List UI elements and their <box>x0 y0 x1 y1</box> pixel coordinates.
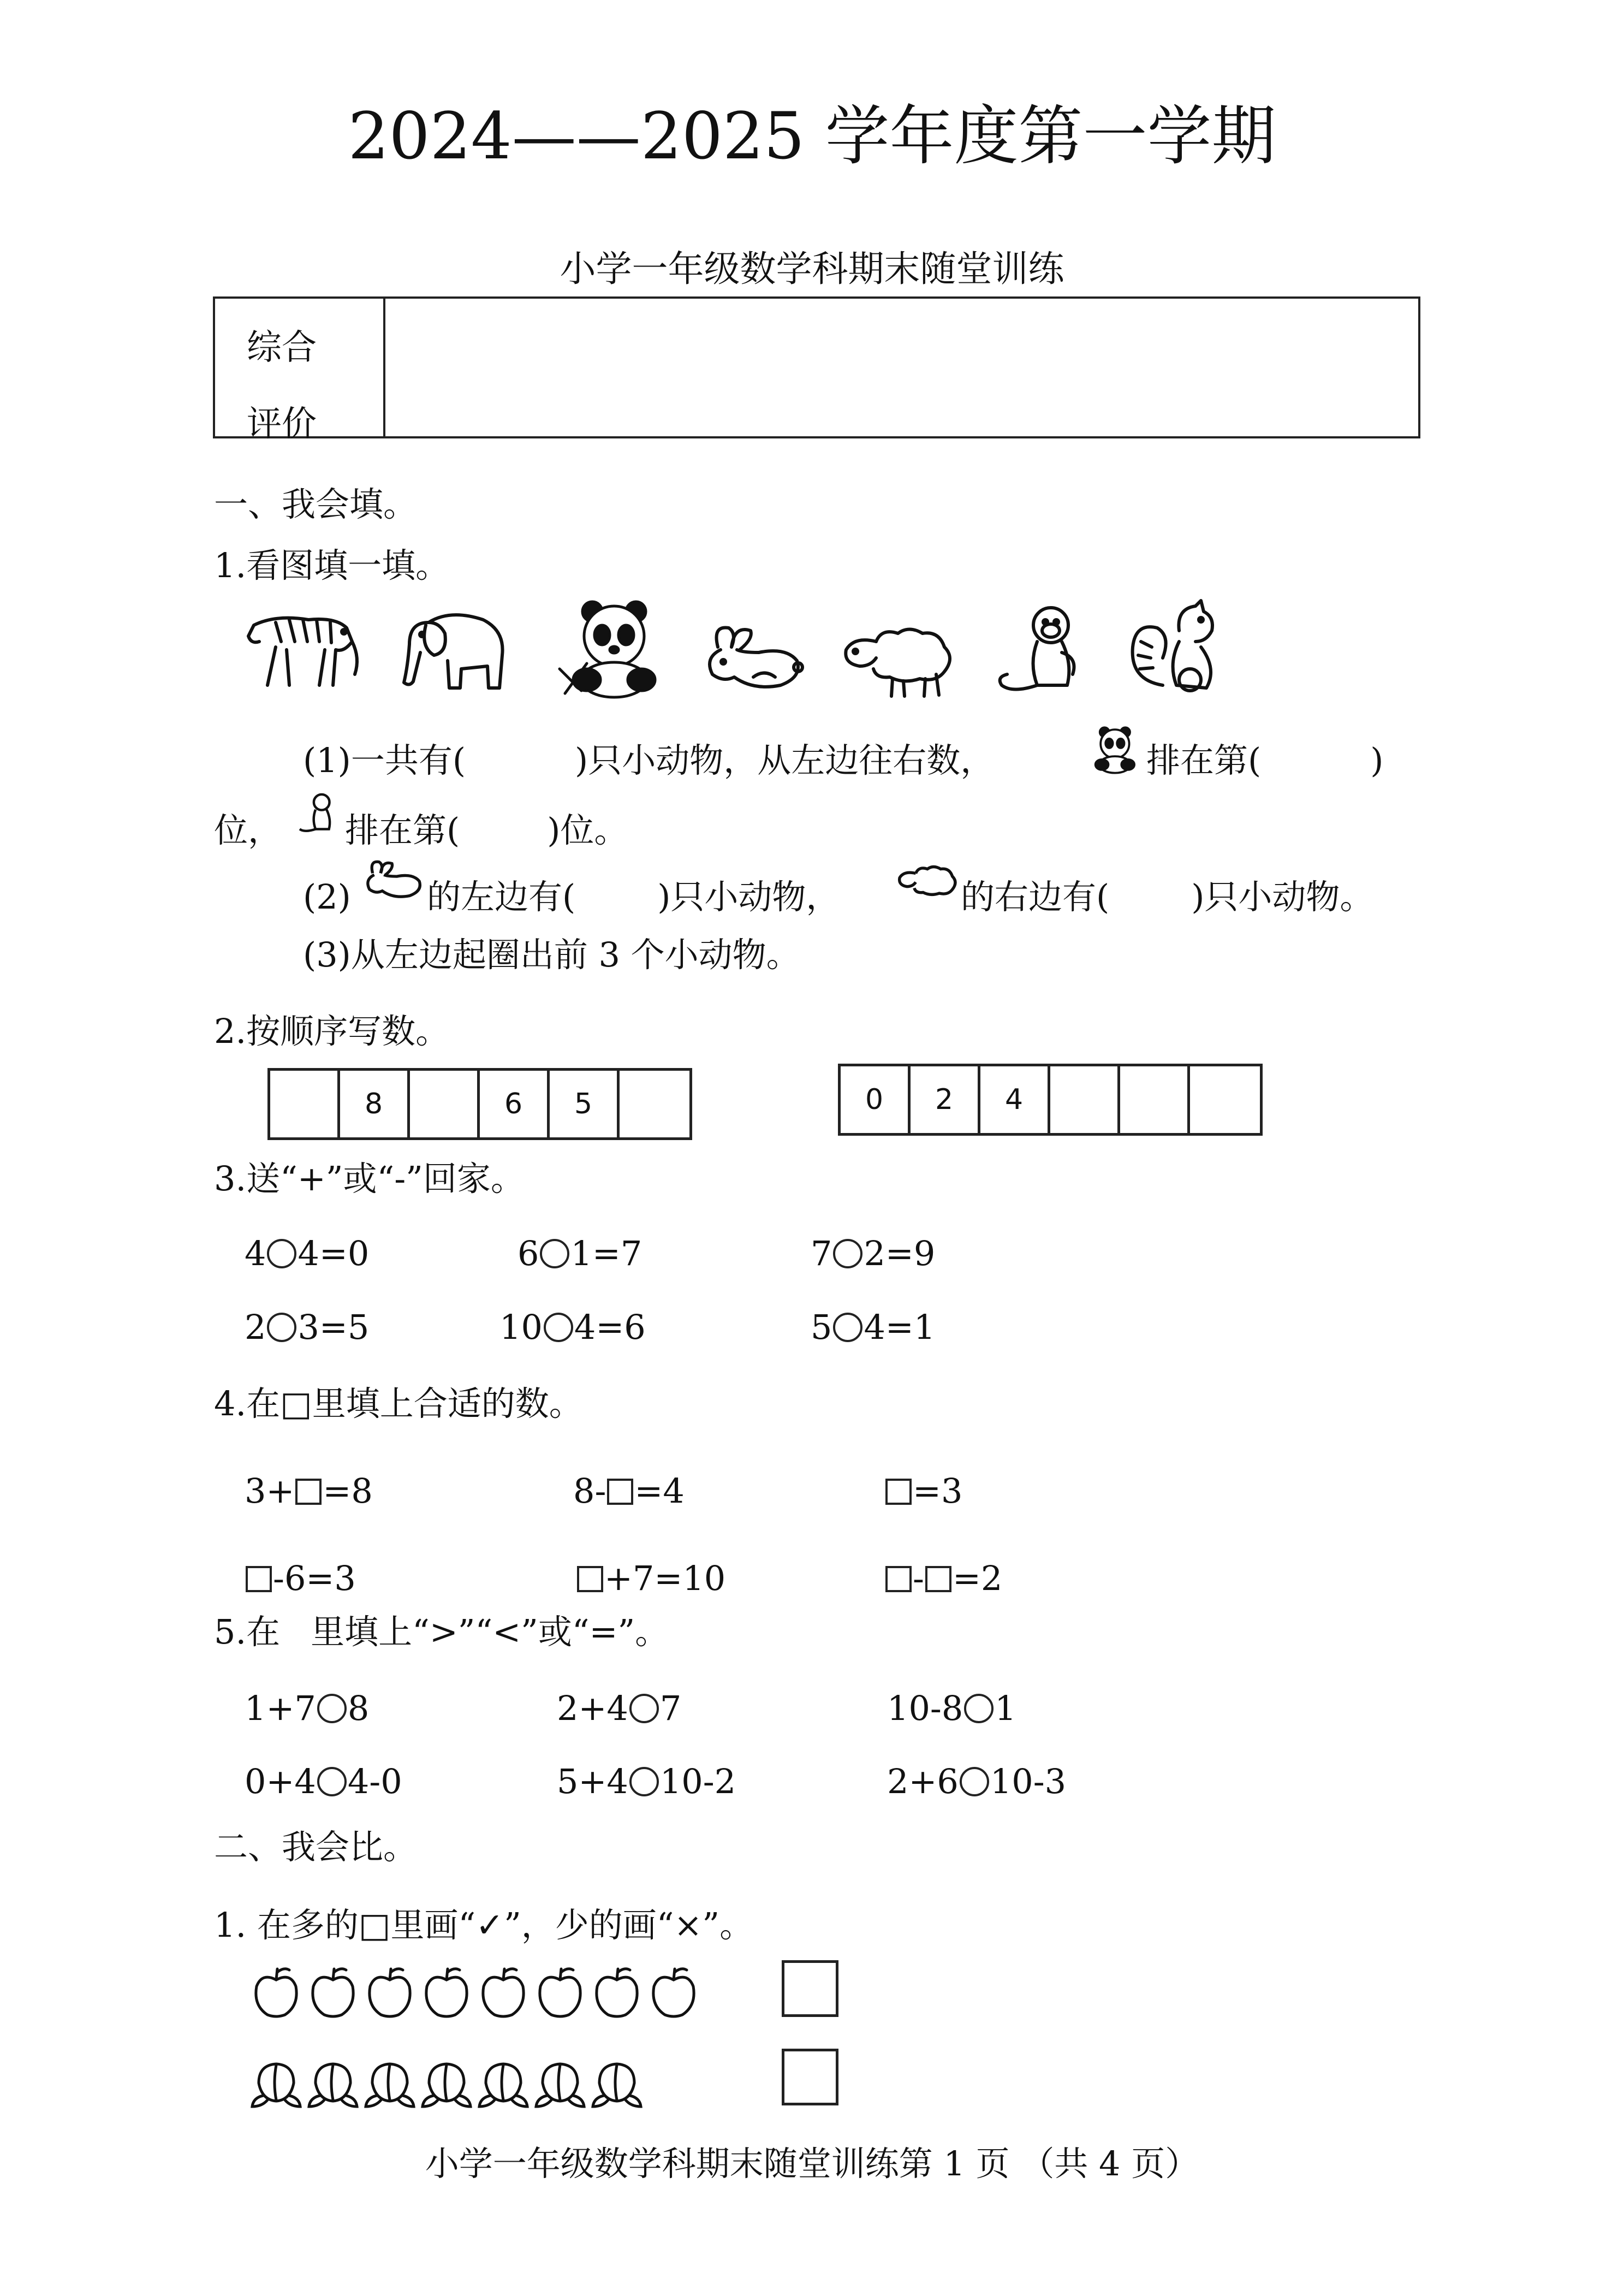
q3-right: 1=7 <box>570 1233 643 1273</box>
q3-left: 6 <box>517 1233 539 1273</box>
answer-box-apples[interactable] <box>782 1960 838 2017</box>
q5-left: 2+6 <box>887 1761 959 1801</box>
answer-box[interactable] <box>925 1566 951 1592</box>
answer-circle[interactable] <box>317 1694 347 1723</box>
apple-icon <box>421 1965 472 2019</box>
apples-row <box>251 1965 721 2025</box>
q4-text: +7=10 <box>604 1558 726 1598</box>
answer-circle[interactable] <box>629 1767 659 1796</box>
check-mark: ✓ <box>475 1905 504 1945</box>
q3-item <box>811 1233 936 1273</box>
answer-circle[interactable] <box>540 1239 569 1268</box>
answer-box[interactable] <box>607 1479 633 1505</box>
q5-title <box>214 1612 669 1652</box>
s2q1-text-a: 1. 在多的□里画“ <box>214 1905 476 1945</box>
q5-item <box>887 1761 1067 1801</box>
apple-icon <box>251 1965 301 2019</box>
q4-text: - <box>913 1558 924 1598</box>
sheep-small-icon <box>895 862 960 904</box>
q3-item <box>499 1307 646 1347</box>
answer-circle[interactable] <box>317 1767 347 1796</box>
q1-part2-line <box>427 877 840 917</box>
evaluation-input-area[interactable] <box>385 299 1418 436</box>
peaches-row <box>251 2053 721 2113</box>
q5-left: 2+4 <box>557 1688 628 1728</box>
q5-left: 10-8 <box>887 1688 963 1728</box>
peach-icon <box>478 2053 528 2108</box>
q5-right: 10-3 <box>990 1761 1067 1801</box>
q4-text: =8 <box>323 1471 373 1511</box>
squirrel-icon <box>1125 598 1234 699</box>
q4-text: =4 <box>634 1471 685 1511</box>
rabbit-icon <box>699 622 805 696</box>
q3-left: 5 <box>811 1307 832 1347</box>
peach-icon <box>251 2053 301 2108</box>
page-title: 2024——2025 学年度第一学期 <box>348 98 1276 174</box>
q3-left: 7 <box>811 1233 832 1273</box>
q3-title: 3.送“+”或“-”回家。 <box>214 1159 525 1199</box>
q1-part1-line1b <box>1146 740 1384 780</box>
evaluation-box <box>213 296 1420 444</box>
sequence-cell[interactable] <box>1050 1066 1120 1133</box>
sequence-cell: 8 <box>340 1071 410 1137</box>
q1-part1-text-f: 排在第( <box>345 810 460 850</box>
q3-right: 4=6 <box>574 1307 646 1347</box>
q4-text: 8- <box>573 1471 606 1511</box>
sequence-cell: 5 <box>550 1071 620 1137</box>
q4-item <box>245 1471 373 1511</box>
sheep-icon <box>838 620 958 699</box>
answer-box[interactable] <box>577 1566 603 1592</box>
apple-icon <box>535 1965 585 2019</box>
q3-item <box>811 1307 936 1347</box>
answer-box-peaches[interactable] <box>782 2049 838 2105</box>
q3-left: 2 <box>245 1307 266 1347</box>
sequence-row-1 <box>267 1068 692 1140</box>
section2-heading: 二、我会比。 <box>214 1827 418 1867</box>
rabbit-small-icon <box>361 857 424 904</box>
answer-box[interactable] <box>295 1479 322 1505</box>
sequence-cell[interactable] <box>620 1071 689 1137</box>
q5-item <box>557 1688 682 1728</box>
q4-text: =2 <box>952 1558 1003 1598</box>
monkey-icon <box>991 603 1094 699</box>
tiger-icon <box>243 603 363 693</box>
q5-left: 5+4 <box>557 1761 628 1801</box>
q5-right: 10-2 <box>659 1761 736 1801</box>
q1-part1-line2b <box>345 810 628 850</box>
q5-right: 8 <box>347 1688 370 1728</box>
sequence-cell[interactable] <box>270 1071 340 1137</box>
q1-part3: (3)从左边起圈出前 3 个小动物。 <box>303 935 800 975</box>
q4-item <box>573 1471 685 1511</box>
answer-circle[interactable] <box>544 1313 573 1342</box>
answer-circle[interactable] <box>629 1694 659 1723</box>
sequence-cell: 0 <box>841 1066 911 1133</box>
s2q1-text-b: ”，少的画“×”。 <box>504 1905 754 1945</box>
q1-part2-line2 <box>961 877 1374 917</box>
answer-circle[interactable] <box>960 1767 989 1796</box>
peach-icon <box>535 2053 585 2108</box>
answer-circle[interactable] <box>833 1239 862 1268</box>
sequence-cell: 2 <box>911 1066 980 1133</box>
q4-item <box>245 1558 356 1598</box>
q1-part2-a: (2) <box>303 877 351 917</box>
apple-icon <box>308 1965 358 2019</box>
sequence-cell: 4 <box>980 1066 1050 1133</box>
q4-item <box>884 1558 1003 1598</box>
q4-text: -6=3 <box>273 1558 356 1598</box>
q1-part1-line1 <box>303 740 995 780</box>
q1-title: 1.看图填一填。 <box>214 545 450 585</box>
elephant-icon <box>396 601 510 696</box>
q4-text: 3+ <box>245 1471 295 1511</box>
q1-part1-text-c: 排在第( <box>1146 740 1262 780</box>
q5-item <box>557 1761 736 1801</box>
answer-circle[interactable] <box>833 1313 862 1342</box>
evaluation-label-cell <box>215 299 385 444</box>
q1-part1-text-d: ) <box>1370 740 1384 780</box>
section1-heading: 一、我会填。 <box>214 484 418 524</box>
q1-part1-text-e: 位， <box>214 810 282 850</box>
q5-item <box>245 1688 370 1728</box>
q3-item <box>245 1233 370 1273</box>
apple-icon <box>592 1965 642 2019</box>
q1-part1-text-b: )只小动物，从左边往右数， <box>575 740 995 780</box>
panda-small-icon <box>1086 725 1141 774</box>
peach-icon <box>365 2053 415 2108</box>
q5-left: 1+7 <box>245 1688 316 1728</box>
q1-part1-text-a: (1)一共有( <box>303 740 466 780</box>
q4-item <box>884 1471 963 1511</box>
q3-item <box>245 1307 370 1347</box>
q1-part2-text-e: )只小动物。 <box>1191 877 1374 917</box>
answer-circle[interactable] <box>267 1239 296 1268</box>
q1-part2-text-d: 的右边有( <box>961 877 1110 917</box>
evaluation-label-line1: 综合 <box>247 328 317 368</box>
q4-item <box>576 1558 726 1598</box>
sequence-cell[interactable] <box>1120 1066 1190 1133</box>
apple-icon <box>649 1965 699 2019</box>
sequence-cell[interactable] <box>410 1071 480 1137</box>
q5-item <box>887 1688 1016 1728</box>
q1-part1-text-g: )位。 <box>547 810 628 850</box>
sequence-cell: 6 <box>480 1071 550 1137</box>
q3-right: 4=0 <box>298 1233 370 1273</box>
q4-text: =3 <box>913 1471 963 1511</box>
monkey-small-icon <box>295 791 341 837</box>
answer-circle[interactable] <box>267 1313 296 1342</box>
answer-box[interactable] <box>246 1566 272 1592</box>
answer-box[interactable] <box>885 1566 912 1592</box>
q3-right: 3=5 <box>298 1307 370 1347</box>
q3-left: 4 <box>245 1233 266 1273</box>
q5-item <box>245 1761 402 1801</box>
apple-icon <box>365 1965 415 2019</box>
page-subtitle: 小学一年级数学科期末随堂训练 <box>560 248 1064 290</box>
q5-right: 7 <box>659 1688 682 1728</box>
q1-part2-text-c: )只小动物， <box>657 877 840 917</box>
q2-title: 2.按顺序写数。 <box>214 1011 450 1051</box>
q5-title-a: 5.在 <box>214 1612 281 1652</box>
q3-right: 4=1 <box>864 1307 936 1347</box>
answer-circle[interactable] <box>964 1694 994 1723</box>
q5-left: 0+4 <box>245 1761 316 1801</box>
q4-title: 4.在□里填上合适的数。 <box>214 1384 583 1423</box>
section2-q1-title <box>214 1905 754 1945</box>
q3-left: 10 <box>499 1307 543 1347</box>
evaluation-label-line2: 评价 <box>247 404 317 444</box>
peach-icon <box>421 2053 472 2108</box>
q5-right: 4-0 <box>347 1761 402 1801</box>
peach-icon <box>308 2053 358 2108</box>
apple-icon <box>478 1965 528 2019</box>
panda-icon <box>554 598 669 699</box>
sequence-cell[interactable] <box>1190 1066 1260 1133</box>
peach-icon <box>592 2053 642 2108</box>
q5-right: 1 <box>995 1688 1016 1728</box>
sequence-row-2 <box>838 1064 1263 1136</box>
q1-part1-line2a <box>214 810 282 850</box>
q1-part2-text-b: 的左边有( <box>427 877 576 917</box>
q3-right: 2=9 <box>864 1233 936 1273</box>
q3-item <box>517 1233 643 1273</box>
answer-box[interactable] <box>885 1479 912 1505</box>
q5-title-b: 里填上“>”“<”或“=”。 <box>311 1612 669 1652</box>
page-footer: 小学一年级数学科期末随堂训练第 1 页 （共 4 页） <box>425 2144 1199 2184</box>
